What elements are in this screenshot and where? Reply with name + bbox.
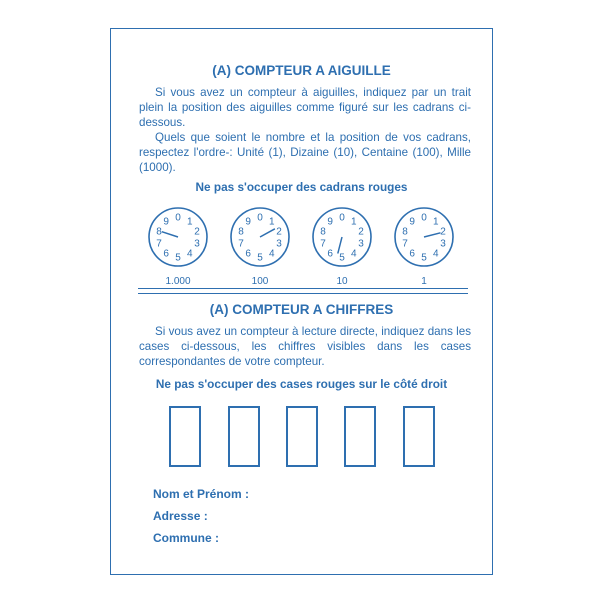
dial-digit: 3 [194,238,200,250]
digit-box-2[interactable] [228,406,260,467]
dial-row [111,202,492,302]
dial-hundreds[interactable] [228,204,292,287]
dial-digit: 1 [433,216,439,228]
commune-field-label: Commune : [153,531,219,545]
dial-digit: 1 [187,216,193,228]
dial-face [228,204,292,270]
dial-face [146,204,210,270]
section-a-paragraph-2: Quels que soient le nombre et la position de vos cadrans, respectez l'ordre-: Unité (1), Dizaine (10), Centaine (100), Mille (1000). [139,131,471,174]
dial-digit: 7 [156,238,162,250]
digit-box-1[interactable] [169,406,201,467]
section-a-title: (A) COMPTEUR A AIGUILLE [212,63,391,78]
dial-digit: 9 [327,216,333,228]
dial-digit: 9 [163,216,169,228]
meter-reading-card [110,28,493,575]
dial-units[interactable] [392,204,456,287]
dial-digit: 2 [440,226,446,238]
section-b-paragraph: Si vous avez un compteur à lecture directe, indiquez dans les cases ci-dessous, les chiffres visibles dans les cases correspondantes de votre compteur. [139,325,471,368]
dial-digit: 2 [276,226,282,238]
dial-digit: 1 [269,216,275,228]
divider-line-bottom [138,293,468,294]
dial-digit: 0 [421,212,427,224]
dial-face [310,204,374,270]
section-b-title: (A) COMPTEUR A CHIFFRES [209,302,394,317]
dial-label: 1 [421,276,427,287]
dial-label: 1.000 [165,276,191,287]
dial-digit: 4 [433,248,439,260]
dial-digit: 8 [238,226,244,238]
dial-digit: 5 [175,252,181,264]
section-a-note: Ne pas s'occuper des cadrans rouges [195,180,408,194]
dial-digit: 4 [187,248,193,260]
dial-digit: 6 [409,248,415,260]
divider-line-top [138,288,468,289]
section-a-instructions [139,85,471,175]
dial-digit: 8 [402,226,408,238]
dial-face [392,204,456,270]
digit-box-4[interactable] [344,406,376,467]
dial-digit: 1 [351,216,357,228]
section-b-note: Ne pas s'occuper des cases rouges sur le côté droit [155,377,448,391]
address-field-label: Adresse : [153,509,208,523]
dial-digit: 2 [358,226,364,238]
dial-label: 100 [251,276,269,287]
dial-digit: 4 [351,248,357,260]
dial-digit: 2 [194,226,200,238]
dial-hand [424,233,441,237]
dial-digit: 5 [257,252,263,264]
dial-hand [162,232,178,237]
dial-digit: 8 [156,226,162,238]
name-field-label: Nom et Prénom : [153,487,250,501]
dial-hand [338,237,342,254]
dial-digit: 4 [269,248,275,260]
dial-digit: 3 [440,238,446,250]
dial-digit: 3 [276,238,282,250]
dial-digit: 0 [175,212,181,224]
dial-digit: 9 [245,216,251,228]
dial-digit: 3 [358,238,364,250]
section-b-instructions [139,324,471,369]
dial-tens[interactable] [310,204,374,287]
dial-digit: 6 [327,248,333,260]
section-a-paragraph-1: Si vous avez un compteur à aiguilles, indiquez par un trait plein la position des aiguilles comme figuré sur les cadrans ci-dessous. [139,86,471,129]
dial-digit: 7 [238,238,244,250]
dial-digit: 0 [257,212,263,224]
digit-box-5[interactable] [403,406,435,467]
digit-box-3[interactable] [286,406,318,467]
dial-digit: 6 [163,248,169,260]
dial-digit: 6 [245,248,251,260]
dial-hand [260,229,275,237]
dial-digit: 7 [320,238,326,250]
dial-thousands[interactable] [146,204,210,287]
dial-digit: 5 [421,252,427,264]
dial-digit: 0 [339,212,345,224]
dial-digit: 8 [320,226,326,238]
dial-digit: 9 [409,216,415,228]
dial-label: 10 [336,276,348,287]
dial-digit: 5 [339,252,345,264]
dial-digit: 7 [402,238,408,250]
